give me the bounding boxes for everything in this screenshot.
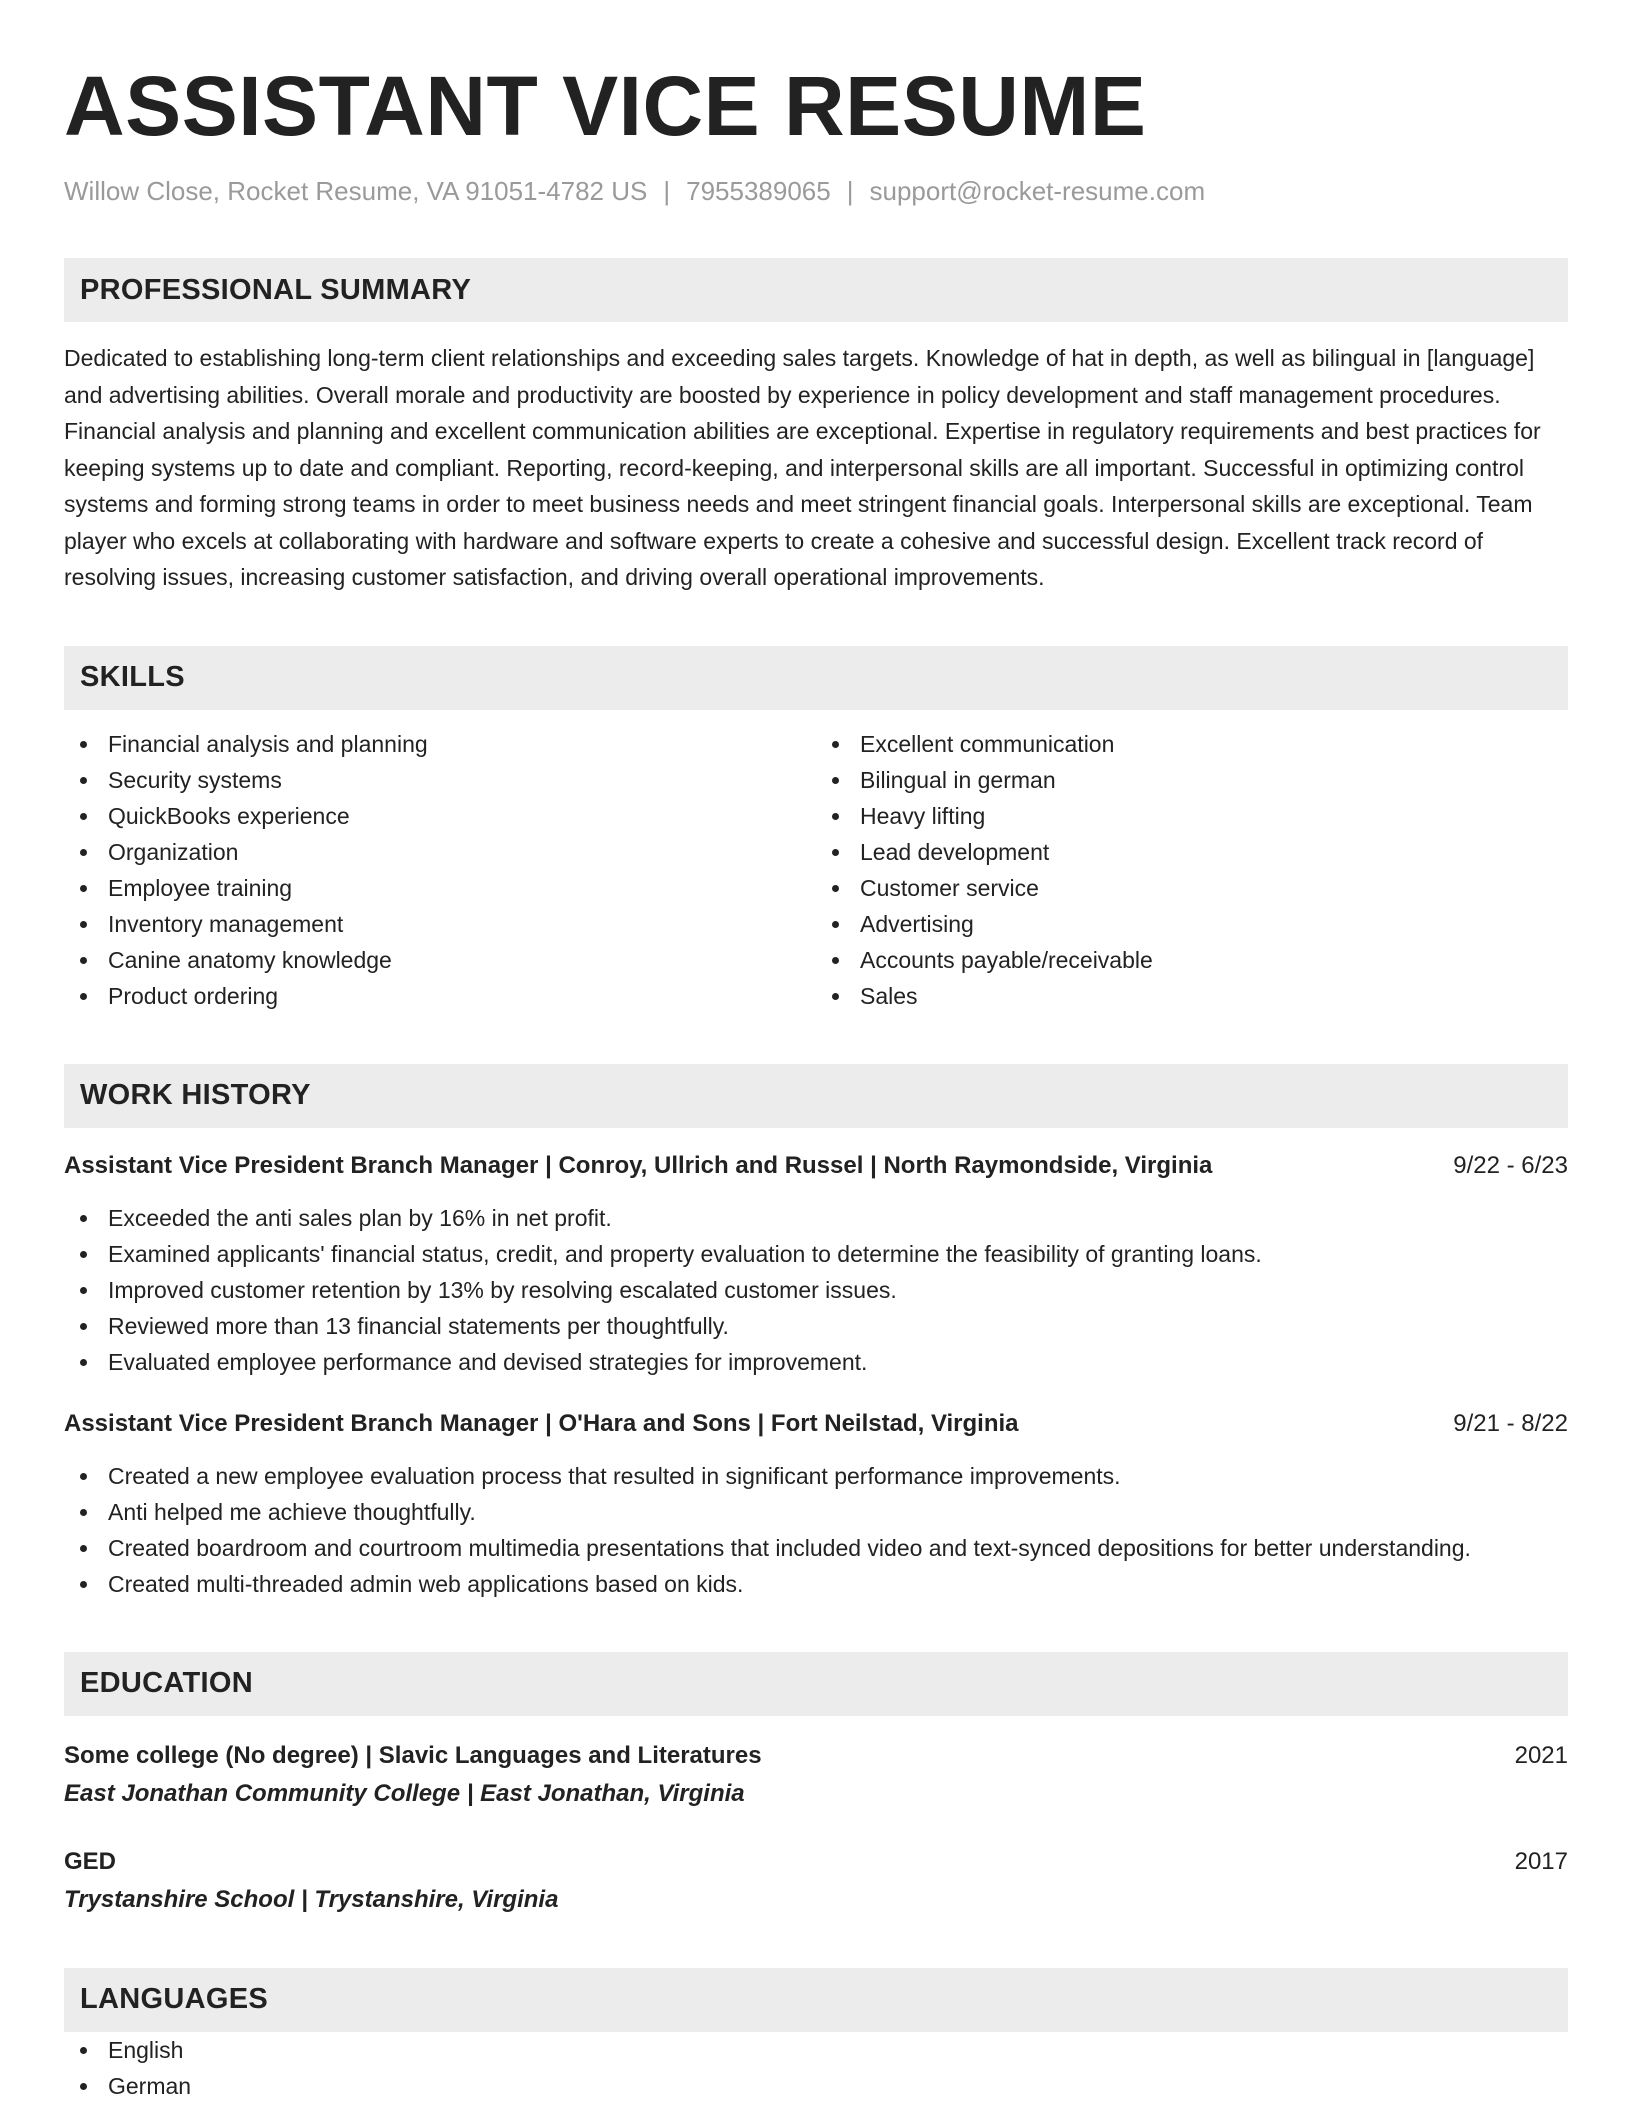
email-link[interactable]: support@rocket-resume.com (869, 176, 1206, 206)
skill-item: Organization (64, 834, 816, 870)
skill-item: Canine anatomy knowledge (64, 942, 816, 978)
skill-item: Product ordering (64, 978, 816, 1014)
education-section-header (64, 1652, 1568, 1716)
skill-item: Excellent communication (816, 726, 1568, 762)
skill-item: Inventory management (64, 906, 816, 942)
skill-item: Advertising (816, 906, 1568, 942)
languages-section-header (64, 1968, 1568, 2032)
skill-item: Financial analysis and planning (64, 726, 816, 762)
skills-column-left (64, 726, 816, 1014)
language-item: German (64, 2068, 1568, 2104)
job-bullet: Examined applicants' financial status, credit, and property evaluation to determine the feasibility of granting loans. (64, 1236, 1568, 1272)
school: Trystanshire School | Trystanshire, Virginia (64, 1885, 559, 1913)
skills-list (64, 726, 1568, 1014)
job-bullet: Exceeded the anti sales plan by 16% in net profit. (64, 1200, 1568, 1236)
graduation-year: 2017 (1514, 1847, 1568, 1875)
skill-item: Lead development (816, 834, 1568, 870)
work-section-header (64, 1064, 1568, 1128)
job-bullet: Evaluated employee performance and devised strategies for improvement. (64, 1344, 1568, 1380)
contact-line (64, 174, 1568, 208)
section-title: EDUCATION (80, 1667, 253, 1699)
address: Willow Close, Rocket Resume, VA 91051-4782 US (64, 176, 648, 206)
job-dates: 9/22 - 6/23 (1453, 1151, 1568, 1179)
degree: Some college (No degree) | Slavic Languages and Literatures (64, 1741, 762, 1769)
school: East Jonathan Community College | East Jonathan, Virginia (64, 1779, 745, 1807)
job-bullet: Created multi-threaded admin web applications based on kids. (64, 1566, 1568, 1602)
graduation-year: 2021 (1514, 1741, 1568, 1769)
job-title: Assistant Vice President Branch Manager | Conroy, Ullrich and Russel | North Raymondside, Virginia (64, 1151, 1213, 1179)
job-bullets (64, 1200, 1568, 1380)
summary-section-header (64, 258, 1568, 322)
phone: 7955389065 (686, 176, 831, 206)
skill-item: Sales (816, 978, 1568, 1014)
summary-text: Dedicated to establishing long-term client relationships and exceeding sales targets. Knowledge of hat in depth, as well as bilingual in [language] and advertising abilities. Overall morale and productivity are boosted by experience in policy development and staff management procedures. Financial analysis and planning and excellent communication abilities are exceptional. Expertise in regulatory requirements and best practices for keeping systems up to date and compliant. Reporting, record-keeping, and interpersonal skills are all important. Successful in optimizing control systems and forming strong teams in order to meet business needs and meet stringent financial goals. Interpersonal skills are exceptional. Team player who excels at collaborating with hardware and software experts to create a cohesive and successful design. Excellent track record of resolving issues, increasing customer satisfaction, and driving overall operational improvements. (64, 345, 1541, 590)
section-title: WORK HISTORY (80, 1079, 311, 1111)
section-title: SKILLS (80, 661, 185, 693)
degree: GED (64, 1847, 117, 1875)
skill-item: Employee training (64, 870, 816, 906)
skill-item: Bilingual in german (816, 762, 1568, 798)
job-bullet: Created a new employee evaluation process that resulted in significant performance improvements. (64, 1458, 1568, 1494)
skills-column-right (816, 726, 1568, 1014)
job-bullets (64, 1458, 1568, 1602)
job-bullet: Reviewed more than 13 financial statements per thoughtfully. (64, 1308, 1568, 1344)
resume-name: ASSISTANT VICE RESUME (64, 59, 1147, 153)
job-dates: 9/21 - 8/22 (1453, 1409, 1568, 1437)
section-title: PROFESSIONAL SUMMARY (80, 273, 472, 306)
skill-item: Accounts payable/receivable (816, 942, 1568, 978)
section-title: LANGUAGES (80, 1983, 268, 2015)
skill-item: Security systems (64, 762, 816, 798)
separator: | (663, 176, 671, 206)
skill-item: Heavy lifting (816, 798, 1568, 834)
job-bullet: Created boardroom and courtroom multimedia presentations that included video and text-synced depositions for better understanding. (64, 1530, 1568, 1566)
skill-item: Customer service (816, 870, 1568, 906)
separator: | (846, 176, 854, 206)
skills-section-header (64, 646, 1568, 710)
job-bullet: Anti helped me achieve thoughtfully. (64, 1494, 1568, 1530)
job-entry (64, 1406, 1568, 1602)
languages-list (64, 2032, 1568, 2104)
job-title: Assistant Vice President Branch Manager | O'Hara and Sons | Fort Neilstad, Virginia (64, 1409, 1019, 1437)
job-entry (64, 1148, 1568, 1380)
education-entry (64, 1844, 1568, 1918)
skill-item: QuickBooks experience (64, 798, 816, 834)
language-item: English (64, 2032, 1568, 2068)
education-entry (64, 1738, 1568, 1812)
job-bullet: Improved customer retention by 13% by resolving escalated customer issues. (64, 1272, 1568, 1308)
